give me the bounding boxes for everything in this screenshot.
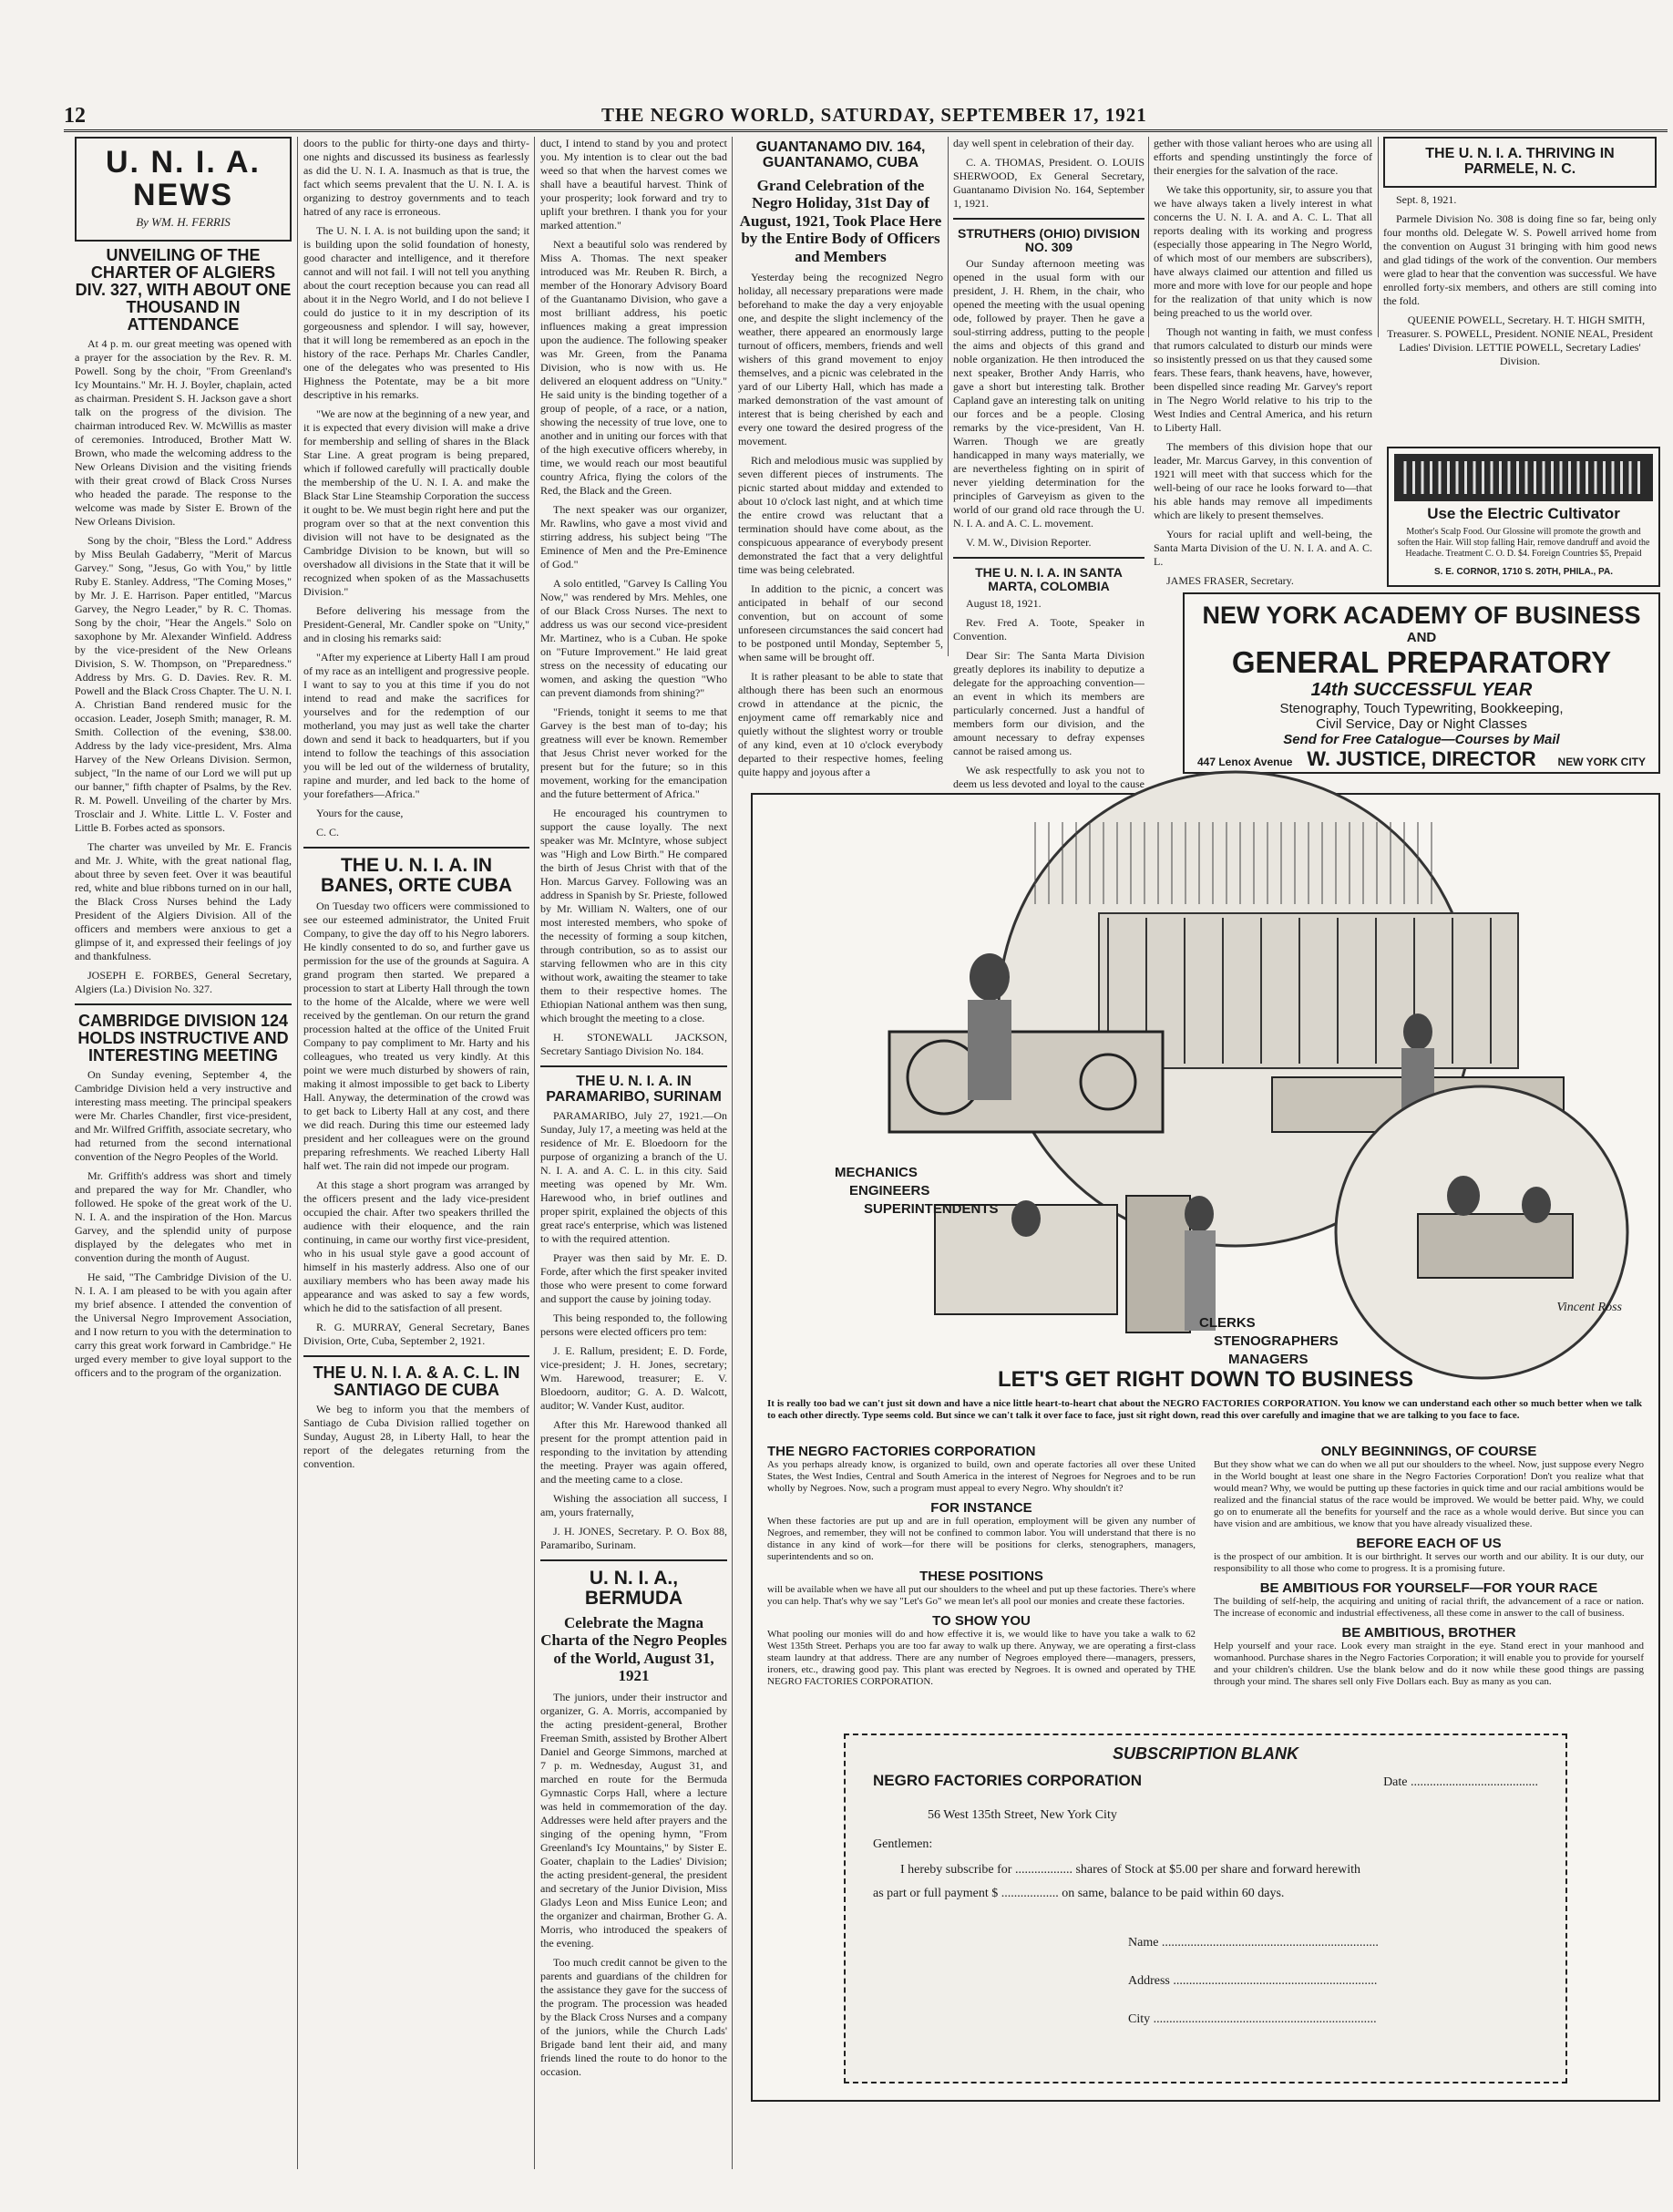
academy-courses: Stenography, Touch Typewriting, Bookkeeping, [1279,701,1564,716]
ad-title: Use the Electric Cultivator [1427,505,1620,522]
caption-engineers: ENGINEERS [849,1183,930,1199]
headline: THE U. N. I. A. IN PARAMARIBO, SURINAM [546,1074,722,1105]
ad-address: S. E. CORNOR, 1710 S. 20TH, PHILA., PA. [1434,567,1613,577]
signature: H. STONEWALL JACKSON, Secretary Santiago Division No. 184. [540,1031,727,1057]
factories-subhead: BE AMBITIOUS FOR YOURSELF—FOR YOUR RACE [1259,1580,1598,1596]
dateline: August 18, 1921. [966,596,1042,610]
signature: C. A. THOMAS, President. O. LOUIS SHERWOOD, Ex General Secretary, Guantanamo Division No. 164, September 1, 1921. [953,156,1144,210]
illustration-caption-right [1199,1314,1339,1369]
academy-year: 14th SUCCESSFUL YEAR [1310,680,1533,700]
article-paragraph: We ask respectfully to ask you not to deem us less devoted and loyal to the cause [953,763,1144,790]
factories-text: Help yourself and your race. Look every man straight in the eye. Stand erect in your manhood and womanhood. Purchase shares in the Negro Factories Corporation; it will enable you to provide for yourself and your children's children. Use the blank below and do it now while these good things are passing through your mind. The shares sell only Five Dollars each. Buy as many as you can. [1214,1641,1644,1687]
article-paragraph: PARAMARIBO, July 27, 1921.—On Sunday, July 17, a meeting was held at the residence of Mr. E. Bloedoorn for the purpose of organizing a branch of the U. N. I. A. and A. C. L. in this city. Said meeting was opened by Mr. Wm. Harewood who, in brief outlines and proper spirit, explained the objects of this great race's enterprise, which was listened to with the required attention. [540,1108,727,1245]
factories-text: will be available when we have all put our shoulders to the wheel and put up these factories. There's where you can help. That's why we say "Let's Go" we mean let's all pool our monies and create these factories. [767,1584,1196,1607]
divider [540,1559,727,1561]
blank-date-field[interactable]: Date ........................................ [1383,1775,1538,1789]
article-paragraph: After this Mr. Harewood thanked all present for the prompt attention paid in responding to the invitation by attending the meeting. Prayer was again offered, and the meeting came to a close. [540,1417,727,1486]
article-paragraph: gether with those valiant heroes who are using all efforts and spending unstintingly the force of their energies for the salvation of the race. [1154,137,1372,177]
factories-subhead: THESE POSITIONS [919,1569,1043,1584]
headline: CAMBRIDGE DIVISION 124 HOLDS INSTRUCTIVE AND INTERESTING MEETING [77,1011,289,1065]
article-paragraph: day well spent in celebration of their day. [953,137,1134,149]
blank-name-field[interactable]: Name .................................................................... [1128,1936,1379,1950]
signature: J. H. JONES, Secretary. P. O. Box 88, Paramaribo, Surinam. [540,1524,727,1551]
article-paragraph: The juniors, under their instructor and organizer, G. A. Morris, accompanied by the acting president-general, Brother Freeman Smith, assisted by Brother Albert Daniel and George Simmons, marched at 7 p. m. Wednesday, August 31, and marched en route for the Bermuda Gymnastic Corps Hall, where a lecture was held in commemoration of the day. Addresses were held after prayers and the singing of the opening hymn, "From Greenland's Icy Mountains," by Sister E. Goater, chaplain to the Ladies' Division; the acting president-general, the president and secretary of the Junior Division, Miss Gladys Leon and Miss Eunice Leon; and the organizer and chairman, Brother G. A. Morris, who introduced the speakers of the evening. [540,1690,727,1950]
academy-address: 447 Lenox Avenue [1197,756,1293,768]
illustration-caption-left [835,1164,999,1219]
column-1 [75,137,292,2178]
factories-subhead: BEFORE EACH OF US [1356,1536,1502,1551]
academy-classes: Civil Service, Day or Night Classes [1316,716,1527,732]
article-paragraph: "After my experience at Liberty Hall I am proud of my race as an intelligent and progressive people. I want to say to you at this time if you do not intend to read and make the sacrifices for yourselves and for the redemption of our motherland, you may just as well take the charter down and send it back to headquarters, but if you intend to follow the teachings of this association you will be led out of the wilderness of brutality, rapine and murder, and led back to the home of your forefathers—Africa." [303,651,529,800]
article-paragraph: The U. N. I. A. is not building upon the sand; it is building upon the solid foundation of honesty, good character and intelligence, and it therefore cannot and will not fail. I will not tell you anything about the court reception because you can read all about it in the Negro World, and I do not believe I could do justice to it in my description of its gorgeousness and splendor. I will say, however, that it will long be remembered as an epoch in the history of the race. Perhaps Mr. Charles Candler, one of the delegates who was presented to His Highness the Potentate, may be a bit more descriptive in his remarks. [303,224,529,401]
article-paragraph: He encouraged his countrymen to support the cause loyally. The next speaker was Mr. McIntyre, whose subject was "High and Low Birth." He compared the birth of Jesus Christ with that of the Hon. Marcus Garvey. Following was an address in Spanish by Sr. Prieste, followed by Mr. William N. Walters, one of our most interested members, who spoke of the necessity of forming a soup kitchen, through contribution, so as to assist our starving fellowmen who are in this city without work, awaiting the steamer to take them to their respective homes. The Ethiopian National anthem was then sung, which brought the meeting to a close. [540,807,727,1024]
factories-intro: It is really too bad we can't just sit down and have a nice little heart-to-heart chat about the NEGRO FACTORIES CORPORATION. You know we can understand each other so much better when we talk to each other directly. Type seems cold. But since we can't talk it over face to face, just sit right down, read this over carefully and imagine that we are talking to you face to face. [767,1398,1642,1421]
factories-right-column [1214,1444,1644,1688]
factories-text: But they show what we can do when we all put our shoulders to the wheel. Now, just suppose every Negro in the World bought at least one share in the Negro Factories Corporation! Don't you realize what that would mean? Why, we would be putting up these factories in quick time and our racial ambitions would be realized and the financial status of the race would be improved. We would be better paid. Why, we could go on to enumerate all the benefits for yourself and the race as a whole would derive. But since you can have vision and are ambitious, we know that you have already visualized these. [1214,1459,1644,1529]
cultivator-ad [1387,447,1660,587]
article-paragraph: Next a beautiful solo was rendered by Miss A. Thomas. The next speaker introduced was Mr. Reuben R. Birch, a member of the Honorary Advisory Board of the Guantanamo Division, who gave a most brilliant address, his poetic influences making a great impression upon the audience. The following speaker was Mr. Green, from the Panama Division, who is now with us. He delivered an eloquent address on "Unity." He said unity is the binding together of a group of people, of a race, or a nation, showing the necessity of true love, one to another and in uniting our forces with that of the high executive officers whereby, in time, we would reach our most beautiful country Africa, flying the colors of the Red, the Black and the Green. [540,238,727,497]
academy-subtitle: GENERAL PREPARATORY [1231,645,1612,679]
article-paragraph: Song by the choir, "Bless the Lord." Address by Miss Beulah Gadaberry, "Merit of Marcus Garvey." Song, "Jesus, Go with You," by little Ruby E. Stanley. Address, "The Coming Moses," by Mr. J. E. Harrison. Paper entitled, "Marcus Garvey, the Negro Leader," by R. C. Thomas. Song by the choir, "Hear the Angels." Solo on saxophone by Mr. Alexander Winfield. Address by the vice-president of the New Orleans Division, S. W. Thompson, on "Preparedness." Address by Mrs. G. D. Davies. Rev. R. M. Powell and the Black Cross Chapter. The U. N. I. A. Christian Band rendered music for the occasion. Leader, Joseph Smith; manager, R. M. Smith. Collection of the evening, $38.00. Address by the lady vice-president, Mrs. Alma Harvey of the New Orleans Division. Sermon, subject, "In the name of our Lord we will put up our banner," fifth chapter of Psalms, by the Rev. R. M. Powell. Unveiling of the charter by Mrs. Trosclair and J. White. Little L. V. Foster and Little B. Forbes acted as sponsors. [75,533,292,834]
article-paragraph: It is rather pleasant to be able to state that although there has been such an enormous crowd in attendance at the picnic, the enjoyment came off remarkably nice and quietly without the slightest worry or trouble of any kind, even at 10 o'clock everybody departed to their respective homes, feeling quite happy and joyous after a [738,670,943,779]
article-paragraph: On Sunday evening, September 4, the Cambridge Division held a very instructive and interesting mass meeting. The principal speakers were Mr. Charles Chandler, first vice-president, and Mr. Wilfred Griffith, associate secretary, who had returned from the second international convention of the Negro Peoples of the World. [75,1067,292,1163]
column-rule [948,137,949,656]
headline: U. N. I. A., BERMUDA [584,1567,683,1609]
factories-headline: LET'S GET RIGHT DOWN TO BUSINESS [998,1367,1413,1392]
subheadline: Celebrate the Magna Charta of the Negro Peoples of the World, August 31, 1921 [540,1613,727,1685]
headline: UNVEILING OF THE CHARTER OF ALGIERS DIV. 327, WITH ABOUT ONE THOUSAND IN ATTENDANCE [75,246,292,334]
article-paragraph: Yesterday being the recognized Negro holiday, all necessary preparations were made beforehand to make the day a very enjoyable one, and despite the slight inclemency of the weather, there appeared an enormously large turnout of officers, members, friends and well wishers of this grand movement to enjoy themselves, and a picnic was celebrated in the yard of our Liberty Hall, which has made a marked demonstration of the vast amount of interest that is being cherished by each and every one toward the desired progress of the movement. [738,271,943,448]
article-paragraph: The charter was unveiled by Mr. E. Francis and Mr. J. White, with the great national flag, about three by seven feet. Over it was beautiful red, white and blue ribbons turned on in our hall, the Black Cross Nurses behind the Lady President of the Algiers Division. All of the officers and members were anxious to get a glimpse of it, and expressed their feelings of joy and thankfulness. [75,839,292,962]
article-paragraph: doors to the public for thirty-one days and thirty-one nights and discussed its business as fearlessly as did the U. N. I. A. Inasmuch as that is true, the fact which seems prevalent that the U. N. I. A. is organizing to destroy governments and to teach hatred of any race is erroneous. [303,137,529,218]
article-paragraph: We beg to inform you that the members of Santiago de Cuba Division rallied together on Sunday, August 28, in Liberty Hall, to hear the report of the delegates returning from the convention. [303,1402,529,1470]
article-paragraph: "Friends, tonight it seems to me that Garvey is the best man of to-day; his greatness will ever be known. Remember that Jesus Christ never worked for the present but for the future; so in this movement, working for the emancipation and the future betterment of Africa." [540,705,727,800]
factories-text: The building of self-help, the acquiring and uniting of racial thrift, the advancement of a race or nation. The increase of economic and industrial effectiveness, all these come in answer to the call of business. [1214,1596,1644,1619]
article-paragraph: We take this opportunity, sir, to assure you that we have always taken a lively interest in what concerns the U. N. I. A. and A. C. L. That all reports dealing with its working and progress (especially those appearing in The Negro World, of which most of our members are subscribers), have always claimed our attention and filled us more and more with love for our people and hope for the realization of that unity which is now being preached to us the world over. [1154,183,1372,319]
column-rule [1148,137,1149,337]
blank-address-field[interactable]: Address ................................................................ [1128,1974,1378,1988]
article-box [1383,137,1657,188]
factories-text: What pooling our monies will do and how effective it is, we would like to have you take a walk to 62 West 135th Street. Perhaps you are too far away to walk up there. Anyway, we are operating a first-class steam laundry at that address. There are any number of Negroes employed there—managers, pressers, ironers, etc., drawing good pay. This plant was erected by Negroes. It is owned and operated by THE NEGRO FACTORIES CORPORATION. [767,1629,1196,1687]
article-paragraph: At this stage a short program was arranged by the officers present and the lady vice-president occupied the chair. After two speakers thrilled the audience with their eloquence, and the rain continuing, in came our worthy first vice-president, who in his usual style gave a good account of himself in his masterly address. Also one of our auxiliary members who has been away made his appearance and was asked to say a few words, which he did to the satisfaction of all present. [303,1178,529,1315]
article-paragraph: Parmele Division No. 308 is doing fine so far, being only four months old. Delegate W. S. Powell arrived home from the convention on August 31 bringing with him good news and glad tidings of the work of the convention. Our members were glad to hear that the convention was successful. We have enrolled forty-six members, and others are still coming into the fold. [1383,211,1657,307]
divider [75,1003,292,1005]
blank-corp: NEGRO FACTORIES CORPORATION [873,1772,1143,1789]
column-rule [534,137,535,2169]
signature: C. C. [316,826,340,839]
factories-text: As you perhaps already know, is organized to build, own and operate factories all over these United States, the West Indies, Central and South America in the interest of Negroes for Negroes and to be run wholly by Negroes. Now, such a program must appeal to every Negro. Why shouldn't it? [767,1459,1196,1494]
academy-director: W. JUSTICE, DIRECTOR [1307,747,1536,770]
column-2 [303,137,529,2178]
headline: THE U. N. I. A. THRIVING IN PARMELE, N. C. [1425,146,1615,177]
column-5 [953,137,1144,790]
page-number: 12 [64,104,86,128]
article-paragraph: J. E. Rallum, president; E. D. Forde, vice-president; J. H. Jones, secretary; Wm. Harewood, treasurer; E. V. Bloedoorn, auditor; G. A. D. Walcott, auditor; W. Vander Kust, auditor. [540,1343,727,1412]
factories-text: is the prospect of our ambition. It is our birthright. It serves our worth and our ability. It is our duty, our responsibility to all those who come to progress. It is a promising future. [1214,1551,1644,1574]
factories-subhead: BE AMBITIOUS, BROTHER [1341,1625,1516,1641]
signature: JOSEPH E. FORBES, General Secretary, Algiers (La.) Division No. 327. [75,968,292,995]
ad-body: Mother's Scalp Food. Our Glossine will promote the growth and soften the Hair. Will stop falling Hair, remove dandruff and avoid the Headache. Treatment C. O. D. $4. Foreign Countries $5, Prepaid [1397,527,1650,559]
dateline: Sept. 8, 1921. [1396,192,1457,206]
article-paragraph: In addition to the picnic, a concert was anticipated in behalf of our second convention, but on account of some unforeseen circumstances the said concert had to be postponed until Monday, September 5, when same will be brought off. [738,582,943,664]
column-7 [1383,137,1657,437]
article-paragraph: Rev. Fred A. Toote, Speaker in Convention. [953,615,1144,643]
article-paragraph: Though not wanting in faith, we must confess that rumors calculated to disturb our minds were so insistently pressed on us that they caused some fears. These fears, thank heavens, have, however, been dispelled since reading Mr. Garvey's report in The Negro World relative to his trip to the West Indies and Central America, and his return to Liberty Hall. [1154,325,1372,434]
factories-subhead: THE NEGRO FACTORIES CORPORATION [767,1444,1036,1459]
article-paragraph: At 4 p. m. our great meeting was opened with a prayer for the association by the Rev. R. M. Powell. Song by the choir, "From Greenland's Icy Mountains." Mr. H. J. Boyler, chaplain, acted as chairman. President S. H. Jackson gave a short talk on the progress of the division. The chairman introduced Rev. W. McWillis as master of ceremonies. Introduced, Brother Matt W. Brown, who made the welcoming address to the New Orleans Division and the visiting friends with their great crowd of Black Cross Nurses who headed the parade. The response to the welcome was made by Sister E. Brown of the New Orleans Division. [75,336,292,528]
divider [953,218,1144,220]
article-paragraph: Yours for racial uplift and well-being, the Santa Marta Division of the U. N. I. A. and A. C. L. [1154,528,1372,568]
academy-and: AND [1406,630,1437,645]
factories-text: When these factories are put up and are in full operation, employment will be given any number of Negroes, and remember, they will not be confined to common labor. You will understand that there is no distance in any kind of work—for there will be positions for clerks, stenographers, managers, superintendents and so on. [767,1516,1196,1562]
signature: JAMES FRASER, Secretary. [1166,574,1294,587]
headline: THE U. N. I. A. & A. C. L. IN SANTIAGO DE CUBA [313,1363,520,1399]
article-paragraph: The next speaker was our organizer, Mr. Rawlins, who gave a most vivid and stirring address, his subject being "The Eminence of Men and the Pre-Eminence of God." [540,503,727,571]
divider [540,1065,727,1067]
factories-subhead: TO SHOW YOU [932,1613,1031,1629]
headline: THE U. N. I. A. IN SANTA MARTA, COLOMBIA [975,565,1123,594]
masthead [64,102,1668,132]
column-4 [738,137,943,779]
article-paragraph: Prayer was then said by Mr. E. D. Forde, after which the first speaker invited those who were present to come forward and support the cause by joining today. [540,1250,727,1305]
caption-clerks: CLERKS [1199,1315,1256,1331]
blank-address: 56 West 135th Street, New York City [928,1808,1117,1822]
article-paragraph: The members of this division hope that our leader, Mr. Marcus Garvey, in this convention of 1921 will meet with that success which for the well-being of our race he looks forward to—that his able hands may remove all impediments which are likely to present themselves. [1154,440,1372,521]
artist-signature: Vincent Ross [1556,1301,1622,1314]
academy-ad [1183,592,1660,774]
column-6 [1154,137,1372,587]
divider [953,557,1144,559]
article-paragraph: Yours for the cause, [316,807,404,819]
article-paragraph: Rich and melodious music was supplied by seven different pieces of instruments. The picnic started about midday and extended to about 10 o'clock last night, and at which time the entire crowd was reluctant that a termination should have come about, as the conspicuous appearance of everybody present demonstrated the fact that a very delightful time was being celebrated. [738,454,943,577]
caption-stenographers: STENOGRAPHERS [1214,1333,1339,1349]
factories-subhead: ONLY BEGINNINGS, OF COURSE [1320,1444,1537,1459]
factories-ad [751,793,1660,2102]
article-paragraph: A solo entitled, "Garvey Is Calling You Now," was rendered by Mrs. Mehles, one of our Black Cross Nurses. The next to address us was our second vice-president Mr. Martinez, who is a Cuban. He spoke on "Future Improvement." He laid great stress on the necessity of educating our women, and asking the question "Who can prevent diamonds from shining?" [540,577,727,699]
article-paragraph: Wishing the association all success, I am, yours fraternally, [540,1491,727,1518]
column-rule [1378,137,1379,337]
academy-catalogue: Send for Free Catalogue—Courses by Mail [1283,732,1560,747]
newspaper-masthead: THE NEGRO WORLD, SATURDAY, SEPTEMBER 17, 1921 [601,104,1147,126]
factory-illustration [762,804,1649,1351]
academy-title: NEW YORK ACADEMY OF BUSINESS [1202,602,1641,629]
article-paragraph: This being responded to, the following persons were elected officers pro tem: [540,1311,727,1338]
blank-city-field[interactable]: City ...................................................................... [1128,2012,1377,2026]
blank-title: SUBSCRIPTION BLANK [1112,1744,1298,1763]
headline: GUANTANAMO DIV. 164, GUANTANAMO, CUBA [755,139,926,170]
article-paragraph: On Tuesday two officers were commissioned to see our esteemed administrator, the United Fruit Company, to give the day off to his Negro laborers. He kindly consented to do so, and further gave us permission for the use of the grounds at Saguira. A grand program then started. We prepared a procession to start at Liberty Hall through the town to the home of the Alcalde, where we were well received by the gentleman. On our return the grand procession halted at the office of the United Fruit Company to pay compliment to Mr. Harty and his colleagues, who treated us very kindly. At this point we were much disturbed by showers of rain, making it almost impossible to get back to Liberty Hall. Anyway, the determination of the crowd was to get back to Liberty Hall at any cost, and there we did reach. During this time our esteemed lady president and her colleagues were on the ground preparing refreshments. We reached Liberty Hall half wet. The rain did not impede our program. [303,900,529,1173]
blank-shares-field[interactable]: I hereby subscribe for .................. shares of Stock at $5.00 per share and forward herewith [900,1863,1361,1877]
headline: THE U. N. I. A. IN BANES, ORTE CUBA [320,855,512,897]
article-paragraph: Mr. Griffith's address was short and timely and prepared the way for Mr. Chandler, who followed. He spoke of the great work of the U. N. I. A. and the inspiration of the Hon. Marcus Garvey, and the splendid unity of purpose displayed by the delegates who met in convention during the month of August. [75,1168,292,1264]
article-paragraph: He said, "The Cambridge Division of the U. N. I. A. I am pleased to be with you again after my brief absence. I attended the convention of the Universal Negro Improvement Association, and I now return to you with the determination to carry this great work forward in Cambridge." He urged every member to give loyal support to the officers and to the program of the organization. [75,1270,292,1379]
article-paragraph: Before delivering his message from the President-General, Mr. Candler spoke on "Unity," and in closing his remarks said: [303,604,529,644]
article-paragraph: Our Sunday afternoon meeting was opened in the usual form with our president, J. H. Rhem, in the chair, who opened the meeting with the usual opening ode, followed by prayer. Then he gave a soul-stirring address, putting to the people the aims and objects of this grand and noble organization. He then introduced the next speaker, Brother Andy Harris, who gave a short but interesting talk. Brother Capland gave an interesting talk on uniting our forces and be a people. Closing remarks by the vice-president, Van H. Warren. Though we are greatly handicapped in many ways materially, we are nevertheless fighting on in spirit of never yielding determination for the principles of Garveyism as given to the world of our grand old race through the U. N. I. A. and A. C. L. movement. [953,257,1144,530]
column-rule [297,137,298,2169]
column-rule [732,137,733,2169]
article-paragraph: Dear Sir: The Santa Marta Division greatly deplores its inability to deputize a delegate for the approaching convention—an event in which its members are particularly concerned. Just a handful of members form our division, and the amount necessary to defray expenses cannot be raised among us. [953,648,1144,757]
academy-city: NEW YORK CITY [1557,756,1646,768]
article-paragraph: Too much credit cannot be given to the parents and guardians of the children for the assistance they gave for the success of the program. The procession was headed by the Black Cross Nurses and a company of the juniors, while the Church Lads' Brigade band lent their aid, and many friends lined the route to do honor to the occasion. [540,1955,727,2078]
caption-superintendents: SUPERINTENDENTS [864,1201,999,1217]
subscription-blank [844,1734,1567,2083]
news-box-header [75,137,292,242]
blank-payment-field[interactable]: as part or full payment $ .................. on same, balance to be paid within 60 days. [873,1887,1285,1900]
caption-mechanics: MECHANICS [835,1165,918,1180]
signature: QUEENIE POWELL, Secretary. H. T. HIGH SMITH, Treasurer. S. POWELL, President. NONIE NEAL, President Ladies' Division. LETTIE POWELL, Secretary Ladies' Division. [1387,313,1653,367]
cultivator-icon [1394,454,1653,501]
section-title: U. N. I. A. NEWS [106,145,261,212]
divider [303,1355,529,1357]
article-paragraph: duct, I intend to stand by you and protect you. My intention is to clear out the bad weed so that when the harvest comes we shall have a beautiful harvest. Think of your prosperity; look forward and try to uplift your brethren. I thank you for your marked attention." [540,137,727,231]
signature: V. M. W., Division Reporter. [966,536,1092,550]
signature: R. G. MURRAY, General Secretary, Banes Division, Orte, Cuba, September 2, 1921. [303,1321,529,1348]
column-3 [540,137,727,2178]
divider [303,847,529,849]
blank-salutation: Gentlemen: [873,1837,933,1851]
subheadline: Grand Celebration of the Negro Holiday, 31st Day of August, 1921, Took Place Here by the Entire Body of Officers and Members [739,176,942,265]
caption-managers: MANAGERS [1228,1352,1309,1367]
factories-subhead: FOR INSTANCE [930,1500,1032,1516]
article-paragraph: "We are now at the beginning of a new year, and it is expected that every division will make a drive for membership and selling of shares in the Black Star Line. A great program is being prepared, which if followed carefully will practically double the membership of the U. N. I. A. and make the Black Star Line Steamship Corporation the success it ought to be. We must begin right here and put the program over so that at the next convention this division will not have to be designated as the Cambridge Division to be known, but will so overshadow all divisions in the State that it will be recognized when spoken of as the Massachusetts Division." [303,407,529,598]
byline: By WM. H. FERRIS [136,215,231,230]
factories-left-column [767,1444,1196,1688]
headline: STRUTHERS (OHIO) DIVISION NO. 309 [958,226,1140,254]
